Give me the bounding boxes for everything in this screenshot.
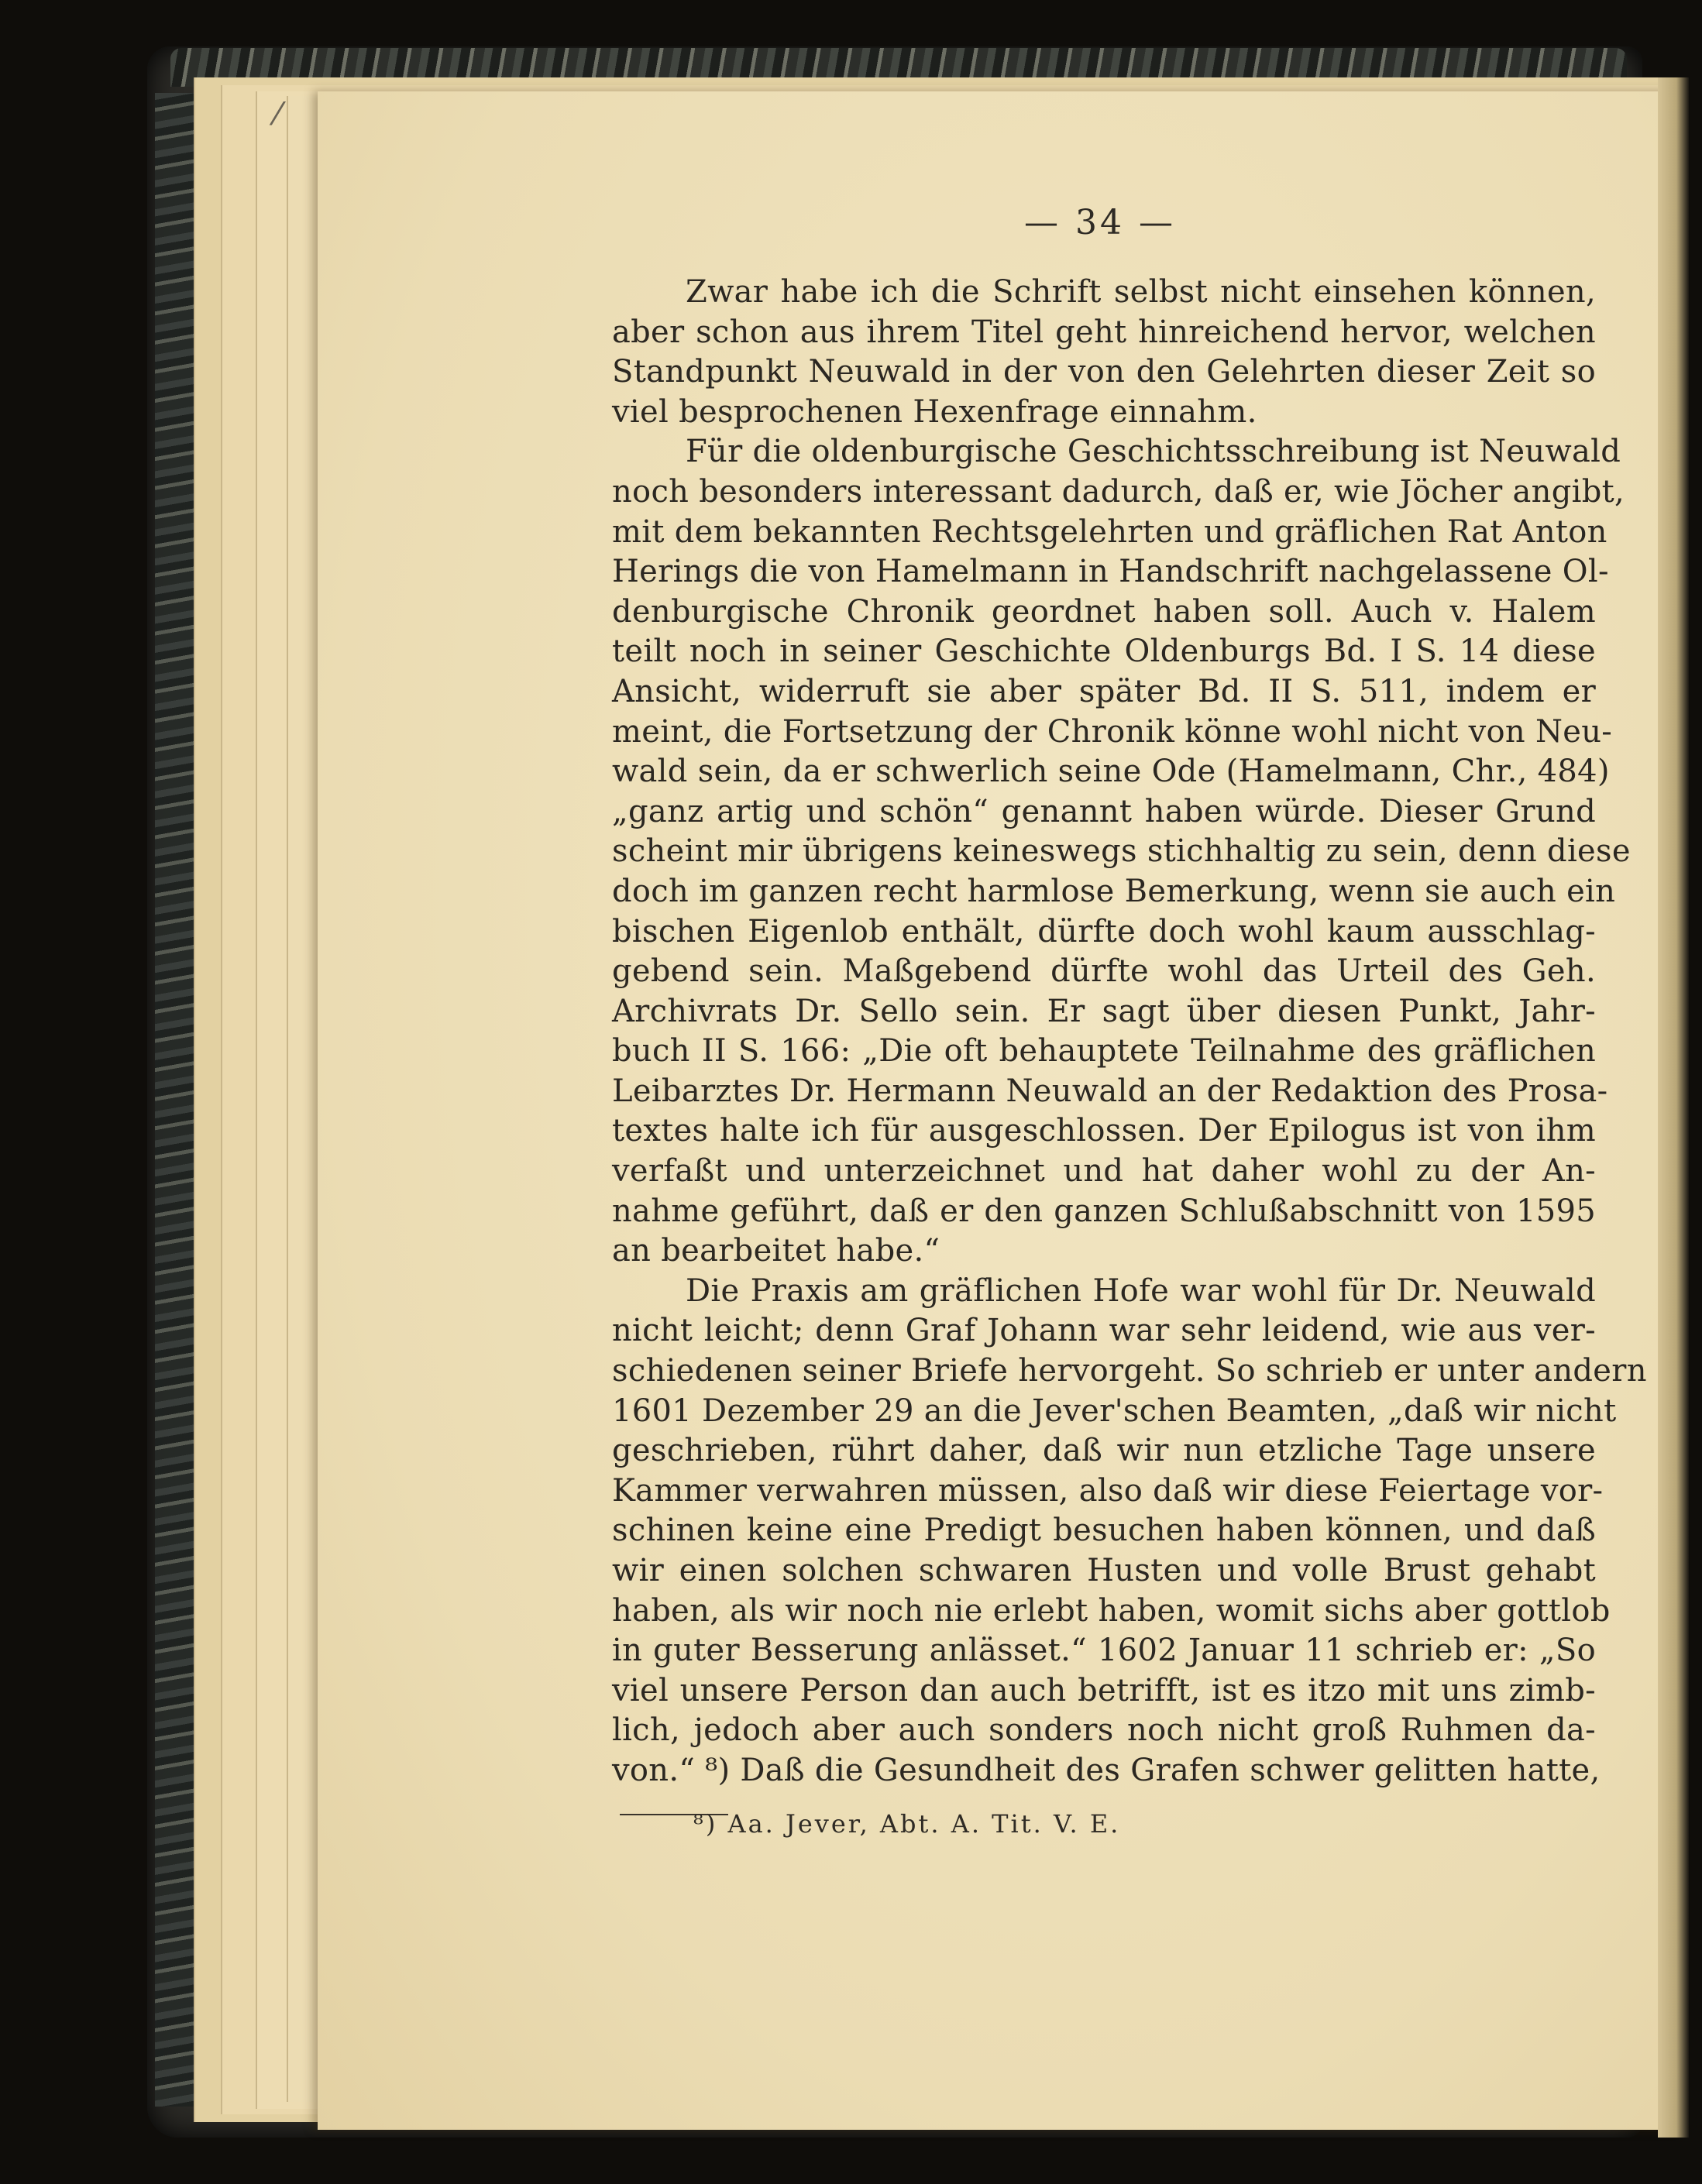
text-line: schinen keine eine Predigt besuchen haben können, und daß <box>612 1513 1596 1549</box>
page-number: — 34 — <box>1024 203 1176 242</box>
text-line: buch II S. 166: „Die oft behauptete Teilnahme des gräflichen <box>612 1033 1596 1070</box>
text-line: 1601 Dezember 29 an die Jever'schen Beamten, „daß wir nicht <box>612 1392 1617 1429</box>
text-line: nicht leicht; denn Graf Johann war sehr leidend, wie aus ver- <box>612 1313 1596 1349</box>
text-line: Für die oldenburgische Geschichtsschreibung ist Neuwald <box>686 434 1621 470</box>
page-gutter <box>1658 77 1689 2138</box>
text-line: nahme geführt, daß er den ganzen Schlußabschnitt von 1595 <box>612 1193 1596 1229</box>
text-line: wir einen solchen schwaren Husten und volle Brust gehabt <box>612 1553 1596 1588</box>
text-line: in guter Besserung anlässet.“ 1602 Januar 11 schrieb er: „So <box>612 1633 1596 1669</box>
text-line: meint, die Fortsetzung der Chronik könne wohl nicht von Neu- <box>612 713 1613 750</box>
text-line: bischen Eigenlob enthält, dürfte doch wohl kaum ausschlag- <box>612 913 1596 949</box>
text-line: gebend sein. Maßgebend dürfte wohl das Urteil des Geh. <box>612 953 1596 990</box>
text-line: doch im ganzen recht harmlose Bemerkung, wenn sie auch ein <box>612 873 1616 909</box>
text-line: schiedenen seiner Briefe hervorgeht. So schrieb er unter andern <box>612 1353 1647 1389</box>
text-line: Ansicht, widerruft sie aber später Bd. II S. 511, indem er <box>612 673 1596 709</box>
text-line: Standpunkt Neuwald in der von den Gelehrten dieser Zeit so <box>612 354 1596 390</box>
text-line: an bearbeitet habe.“ <box>612 1233 940 1269</box>
text-line: noch besonders interessant dadurch, daß er, wie Jöcher angibt, <box>612 473 1625 510</box>
text-line: haben, als wir noch nie erlebt haben, womit sichs aber gottlob <box>612 1592 1611 1629</box>
text-line: teilt noch in seiner Geschichte Oldenburgs Bd. I S. 14 diese <box>612 634 1596 670</box>
text-line: verfaßt und unterzeichnet und hat daher wohl zu der An- <box>612 1153 1596 1190</box>
text-line: Zwar habe ich die Schrift selbst nicht einsehen können, <box>686 274 1596 310</box>
text-line: lich, jedoch aber auch sonders noch nicht groß Ruhmen da- <box>612 1712 1596 1749</box>
text-line: aber schon aus ihrem Titel geht hinreichend hervor, welchen <box>612 314 1596 350</box>
text-line: textes halte ich für ausgeschlossen. Der Epilogus ist von ihm <box>612 1113 1596 1149</box>
text-line: viel besprochenen Hexenfrage einnahm. <box>612 393 1257 430</box>
body-text <box>612 273 1647 1791</box>
text-line: mit dem bekannten Rechtsgelehrten und gräflichen Rat Anton <box>612 513 1607 550</box>
text-line: denburgische Chronik geordnet haben soll. Auch v. Halem <box>612 593 1596 630</box>
pencil-mark-icon: ⁄ <box>275 97 280 132</box>
text-line: „ganz artig und schön“ genannt haben würde. Dieser Grund <box>612 793 1596 829</box>
text-line: Kammer verwahren müssen, also daß wir diese Feiertage vor- <box>612 1472 1604 1509</box>
text-line: Die Praxis am gräflichen Hofe war wohl für Dr. Neuwald <box>686 1272 1596 1309</box>
text-line: geschrieben, rührt daher, daß wir nun etzliche Tage unsere <box>612 1433 1596 1469</box>
footnote: ⁸) Aa. Jever, Abt. A. Tit. V. E. <box>693 1809 1121 1839</box>
text-line: von.“ ⁸) Daß die Gesundheit des Grafen schwer gelitten hatte, <box>612 1752 1601 1788</box>
text-line: Archivrats Dr. Sello sein. Er sagt über diesen Punkt, Jahr- <box>612 993 1596 1029</box>
text-line: Herings die von Hamelmann in Handschrift nachgelassene Ol- <box>612 554 1609 590</box>
text-line: scheint mir übrigens keineswegs stichhaltig zu sein, denn diese <box>612 833 1631 870</box>
text-line: viel unsere Person dan auch betrifft, ist es itzo mit uns zimb- <box>612 1672 1596 1708</box>
text-line: wald sein, da er schwerlich seine Ode (Hamelmann, Chr., 484) <box>612 754 1610 790</box>
text-line: Leibarztes Dr. Hermann Neuwald an der Redaktion des Prosa- <box>612 1073 1608 1109</box>
